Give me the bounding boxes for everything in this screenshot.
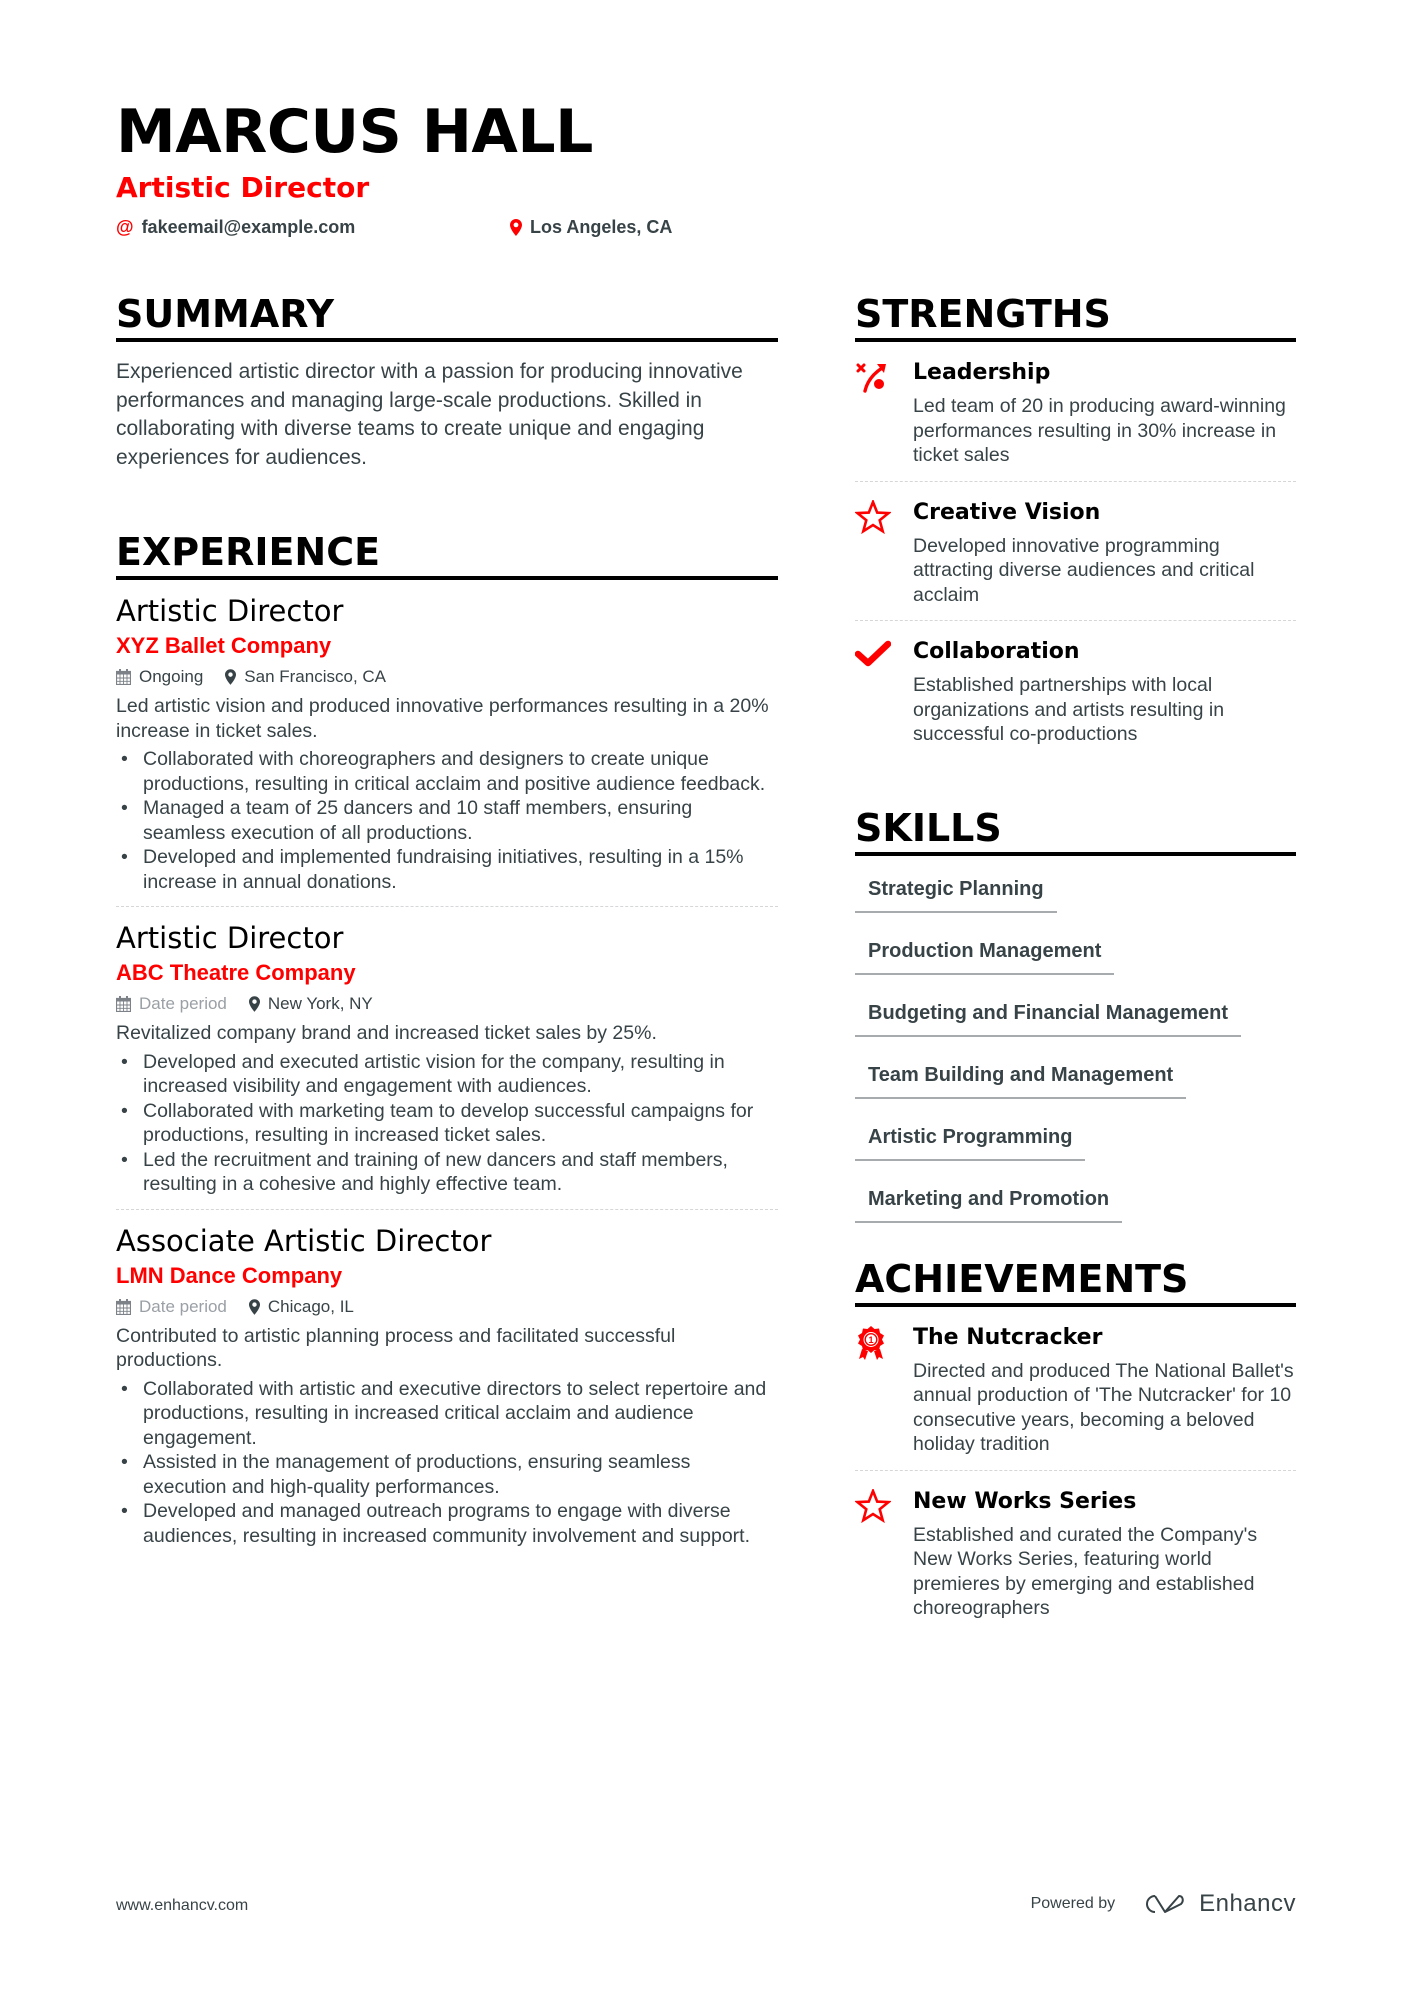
skill-tag: Marketing and Promotion [855,1180,1122,1223]
map-pin-icon [249,1299,260,1315]
powered-by-label: Powered by [1030,1895,1116,1912]
job-title: Associate Artistic Director [116,1223,492,1258]
skill-tag: Budgeting and Financial Management [855,994,1241,1037]
strategy-play-icon [855,358,913,468]
job-bullet: • Led the recruitment and training of new dancers and staff members, resulting in a cohesive and highly effective team. [116,1148,778,1197]
skill-tag: Production Management [855,932,1114,975]
map-pin-icon [249,996,260,1012]
skill-tag: Strategic Planning [855,870,1057,913]
job-meta [116,1294,778,1320]
checkmark-icon [855,637,913,747]
job-date-text: Date period [139,1296,227,1316]
footer-branding[interactable] [1031,1890,1296,1918]
company-name: XYZ Ballet Company [116,633,332,658]
achievement-title: New Works Series [913,1488,1137,1514]
job-title: Artistic Director [116,921,344,955]
right-column [855,290,1296,1634]
calendar-icon [116,996,131,1012]
location-text: Los Angeles, CA [530,216,673,237]
skill-tag: Team Building and Management [855,1056,1186,1099]
job-location-text: Chicago, IL [267,1296,354,1316]
email-text: fakeemail@example.com [141,216,356,237]
strengths-section [855,290,1296,760]
enhancv-logo-icon [1141,1892,1187,1916]
strengths-heading: STRENGTHS [855,290,1296,342]
job-bullet: • Assisted in the management of productions, ensuring seamless execution and high-quality performances. [116,1450,778,1499]
job-bullet: • Collaborated with artistic and executive directors to select repertoire and productions, resulting in increased critical acclaim and audience engagement. [116,1377,778,1451]
skill-tag: Artistic Programming [855,1118,1085,1161]
contact-row [116,214,1296,240]
job-bullets [116,747,778,894]
company-name: LMN Dance Company [116,1262,343,1288]
achievement-description: Established and curated the Company's New Works Series, featuring world premieres by emerging and established choreographers [913,1523,1258,1619]
strength-description: Established partnerships with local organizations and artists resulting in successful co-productions [913,674,1225,745]
achievement-item [855,1307,1296,1471]
job-date [116,664,203,690]
summary-text: Experienced artistic director with a passion for producing innovative performances and managing large-scale productions. Skilled in collaborating with diverse teams to create unique and engaging experiences for audiences. [116,360,743,469]
skills-heading: SKILLS [855,804,1296,856]
calendar-icon [116,669,131,685]
job-location [249,1294,354,1320]
footer-website-link[interactable]: www.enhancv.com [116,1897,249,1914]
experience-item [116,580,778,907]
brand-name: Enhancv [1199,1890,1296,1917]
job-description: Led artistic vision and produced innovative performances resulting in a 20% increase in ticket sales. [116,695,769,742]
job-title: Artistic Director [116,594,344,628]
job-location-text: San Francisco, CA [244,667,387,686]
strength-title: Collaboration [913,639,1080,664]
strength-item [855,342,1296,482]
contact-location [510,217,672,238]
job-location [225,664,386,690]
map-pin-icon [510,219,522,236]
job-bullet: • Developed and managed outreach programs to engage with diverse audiences, resulting in increased community involvement and support. [116,1499,778,1548]
achievement-item [855,1471,1296,1634]
skills-list [855,870,1296,1223]
candidate-name: MARCUS HALL [116,97,593,167]
map-pin-icon [225,669,236,685]
job-bullets [116,1377,778,1549]
job-date [116,991,227,1017]
job-date-text: Ongoing [139,667,204,686]
strength-description: Developed innovative programming attracting diverse audiences and critical acclaim [913,534,1255,606]
achievement-description: Directed and produced The National Ballet's annual production of 'The Nutcracker' for 10 consecutive years, becoming a beloved holiday tradition [913,1359,1294,1455]
experience-item [116,1210,778,1561]
job-bullet: • Managed a team of 25 dancers and 10 staff members, ensuring seamless execution of all productions. [116,796,778,845]
job-location-text: New York, NY [267,994,373,1013]
strength-item [855,621,1296,760]
strength-title: Creative Vision [913,499,1101,525]
company-name: ABC Theatre Company [116,960,356,985]
achievements-heading: ACHIEVEMENTS [855,1255,1296,1307]
job-bullet: • Developed and executed artistic vision for the company, resulting in increased visibility and engagement with audiences. [116,1050,778,1099]
job-bullet: • Developed and implemented fundraising initiatives, resulting in a 15% increase in annual donations. [116,845,778,894]
achievement-title: The Nutcracker [913,1324,1103,1350]
summary-section [116,290,778,472]
enhancv-logo [1141,1890,1296,1918]
strength-title: Leadership [913,360,1051,385]
experience-section [116,528,778,1560]
star-outline-icon [855,498,913,608]
job-description: Contributed to artistic planning process and facilitated successful productions. [116,1324,676,1371]
job-date-text: Date period [139,994,227,1013]
experience-item [116,907,778,1210]
svg-text:1: 1 [868,1334,874,1345]
skills-section [855,804,1296,1223]
job-bullets [116,1050,778,1197]
achievements-section [855,1255,1296,1634]
job-bullet: • Collaborated with marketing team to develop successful campaigns for productions, resulting in increased ticket sales. [116,1099,778,1148]
summary-heading: SUMMARY [116,290,778,342]
strength-description: Led team of 20 in producing award-winning performances resulting in 30% increase in ticket sales [913,395,1286,466]
strength-item [855,482,1296,622]
job-location [249,991,373,1017]
left-column [116,290,778,1560]
experience-heading: EXPERIENCE [116,528,778,580]
star-outline-icon [855,1487,913,1621]
candidate-role: Artistic Director [116,171,370,204]
calendar-icon [116,1299,131,1315]
job-meta [116,991,778,1017]
job-description: Revitalized company brand and increased ticket sales by 25%. [116,1022,657,1044]
job-meta [116,664,778,690]
resume-header [116,96,1296,240]
award-ribbon-icon [855,1323,913,1457]
contact-email[interactable] [116,217,510,238]
job-date [116,1294,227,1320]
job-bullet: • Collaborated with choreographers and designers to create unique productions, resulting in critical acclaim and positive audience feedback. [116,747,778,796]
at-icon: @ [116,216,134,237]
